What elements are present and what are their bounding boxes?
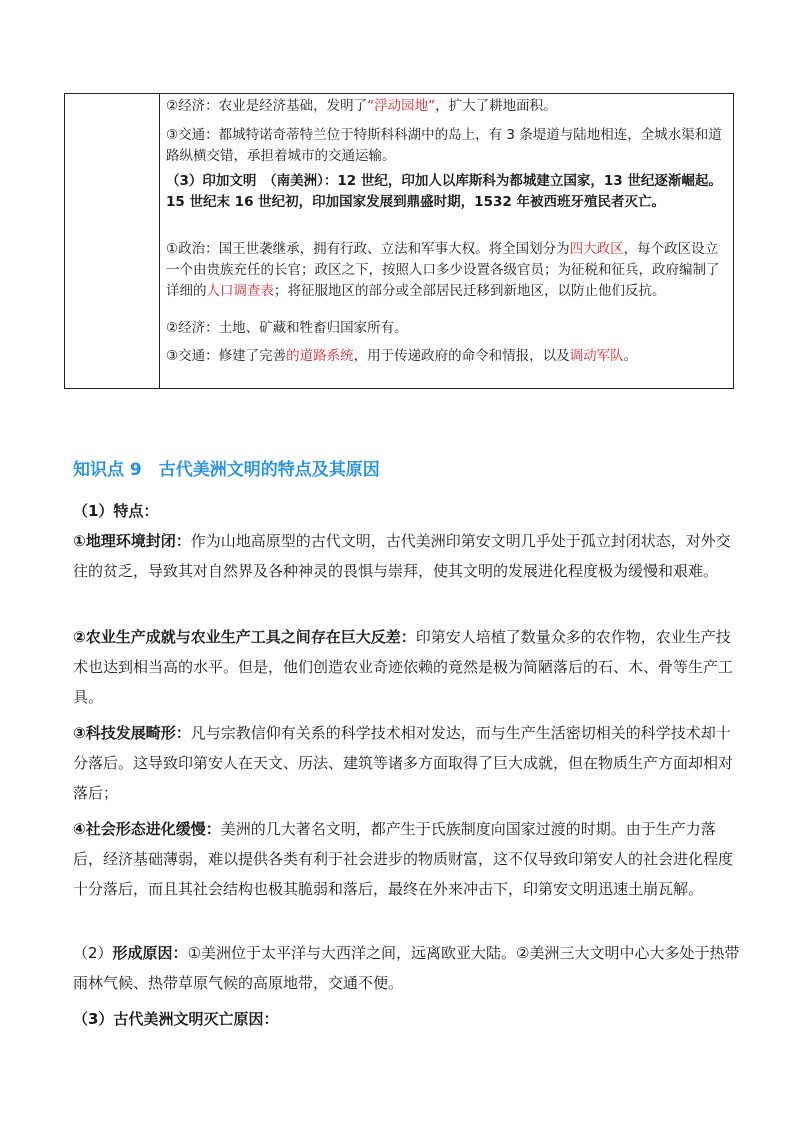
decline-reasons-heading: （3）古代美洲文明灭亡原因： [73,1010,279,1028]
row-text-end: ，扩大了耕地面积。 [435,98,557,114]
feature-text: 作为山地高原型的古代文明，古代美洲印第安文明几乎处于孤立封闭状态，对外交往的贫乏，导致其对自然界及各种神灵的畏惧与崇拜，使其文明的发展进化程度极为缓慢和艰难。 [73,532,731,580]
table-row-transport: ③交通：都城特诺奇蒂特兰位于特斯科科湖中的岛上，有 3 条堤道与陆地相连，全城水渠和道路纵横交错，承担着城市的交通运输。 [166,127,722,164]
feature-text: 凡与宗教信仰有关系的科学技术相对发达，而与生产生活密切相关的科学技术却十分落后。这导致印第安人在天文、历法、建筑等诸多方面取得了巨大成就，但在物质生产方面却相对落后； [73,724,734,802]
feature-text: 印第安人培植了数量众多的农作物，农业生产技术也达到相当高的水平。但是，他们创造农业奇迹依赖的竟然是极为简陋落后的石、木、骨等生产工具。 [73,628,734,706]
reason-label: 形成原因： [112,944,188,962]
reason-text: ①美洲位于太平洋与大西洋之间，远离欧亚大陆。②美洲三大文明中心大多处于热带雨林气候、热带草原气候的高原地带，交通不便。 [73,944,740,992]
feature-text: 美洲的几大著名文明，都产生于氏族制度向国家过渡的时期。由于生产力落后，经济基础薄弱，难以提供各类有利于社会进步的物质财富，这不仅导致印第安人的社会进化程度十分落后，而且其社会结构也极其脆弱和落后，最终在外来冲击下，印第安文明迅速土崩瓦解。 [73,820,734,898]
feature-society [73,814,743,904]
row-text: ①政治：国王世袭继承，拥有行政、立法和军事大权。将全国划分为 [166,241,570,257]
feature-technology [73,718,743,808]
highlight-troops: 调动军队 [569,348,624,364]
feature-label: ②农业生产成就与农业生产工具之间存在巨大反差： [73,628,416,646]
row-text-mid: ，用于传递政府的命令和情报，以及 [353,348,570,364]
table-row-inca-economy: ②经济：土地、矿藏和牲畜归国家所有。 [166,320,408,336]
highlight-four-regions: 四大政区 [569,241,624,257]
table-row-inca-transport [166,346,727,367]
highlight-road-system: 的道路系统 [286,348,354,364]
highlight-census: 人口调查表 [206,283,274,299]
row-text-end: ；将征服地区的部分或全部居民迁移到新地区，以防止他们反抗。 [274,283,666,299]
row-text-mid: ，每个政区设立一个由贵族充任的长官；政区之下，按照人口多少设置各级官员；为征税和征兵，政府编制了详细的 [166,241,720,299]
reason-index: （2） [73,944,113,962]
formation-reasons [73,938,743,998]
feature-label: ④社会形态进化缓慢： [73,820,221,838]
highlight-floating-garden: “浮动园地” [367,98,436,114]
feature-geography [73,526,743,586]
row-text: ②经济：农业是经济基础，发明了 [166,98,368,114]
section-title: 知识点 9 古代美洲文明的特点及其原因 [73,460,380,480]
table-row-economy [166,96,727,117]
content-table [64,93,734,389]
table-row-inca-politics [166,239,727,302]
row-text: ③交通：修建了完善 [166,348,287,364]
row-text-end: 。 [623,348,638,364]
feature-agriculture [73,622,743,712]
feature-label: ③科技发展畸形： [73,724,191,742]
column-divider [159,94,160,388]
table-row-inca-heading: （3）印加文明 （南美洲）：12 世纪，印加人以库斯科为都城建立国家，13 世纪逐渐崛起。15 世纪末 16 世纪初，印加国家发展到鼎盛时期，1532 年被西班牙殖民者灭亡。 [166,173,722,210]
features-heading: （1）特点： [73,502,159,520]
feature-label: ①地理环境封闭： [73,532,191,550]
